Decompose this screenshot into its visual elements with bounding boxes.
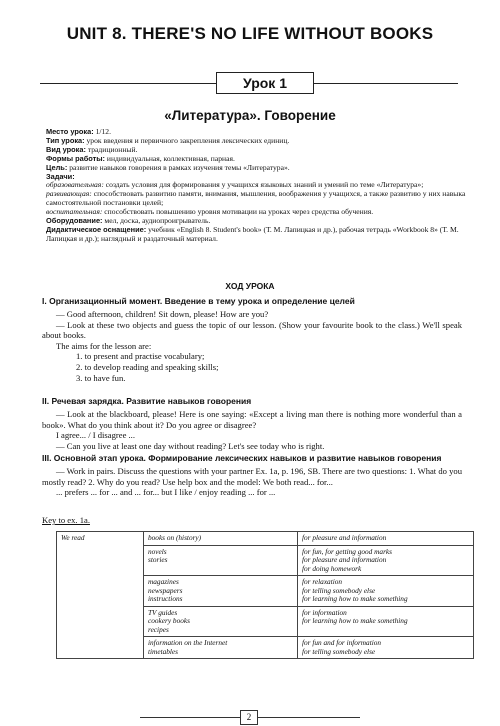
s2-saying: — Look at the blackboard, please! Here is one saying: «Except a living man there is nothing more wonderful than a book». What do you think about it? Do you agree or disagree? [42,409,462,430]
meta-tasks-label: Задачи: [46,171,75,181]
key-table-item: magazines [148,577,179,586]
meta-forms-label: Формы работы: [46,153,105,163]
meta-task1-value: создать условия для формирования у учащихся языковых знаний и умений по теме «Литература»; [103,180,424,190]
key-table-item: stories [148,555,168,564]
key-table-item: recipes [148,624,169,634]
key-label: Key to ex. 1a. [42,515,90,525]
lesson-subtitle: «Литература». Говорение [164,108,336,123]
meta-task3-value: способствовать повышению уровня мотивации на уроках через средства обучения. [102,207,374,217]
meta-task2-value: способствовать развитию памяти, внимания, мышления, воображения у учащихся, а также развитию у них навыка самостоятельной постановки целей; [46,189,466,208]
meta-task1-label: образовательная: [46,180,104,190]
lesson-meta [46,128,466,244]
key-table-item-cell [144,606,298,637]
meta-place-value: 1/12. [93,127,111,136]
meta-didactic [46,226,466,244]
s1-greeting: — Good afternoon, children! Sit down, please! How are you? [56,309,269,319]
section-1-body [42,309,462,383]
key-table-item: cookery books [148,616,190,625]
section-3-body [42,466,462,498]
section-2-title: II. Речевая зарядка. Развитие навыков говорения [42,396,252,406]
key-table [56,531,474,659]
meta-equip-value: мел, доска, аудиопроигрыватель. [102,216,211,226]
meta-goal-label: Цель: [46,162,68,172]
key-table-item: timetables [148,646,178,656]
key-table-purpose: for relaxation [302,577,343,586]
key-table-purpose: for pleasure and information [302,533,387,542]
meta-place-label: Место урока: [46,127,94,136]
key-table-purpose-cell [298,606,474,637]
s3-pairs: — Work in pairs. Discuss the questions with your partner Ex. 1a, p. 196, SB. There are two questions: 1. What do you mostly read? 2. Why do you read? Use help box and the model: We both read... for... [42,466,462,487]
s1-topic: — Look at these two objects and guess the topic of our lesson. (Show your favourite book to the class.) We'll speak about books. [42,319,462,341]
meta-task2-label: развивающая: [46,189,92,199]
key-table-we-read: We read [57,532,144,659]
key-table-item: information on the Internet [148,638,228,647]
key-table-item: books on (history) [148,533,202,542]
lesson-label: Урок 1 [216,72,314,94]
meta-forms-value: индивидуальная, коллективная, парная. [104,153,235,163]
s1-aim-2: 2. to develop reading and speaking skills; [76,361,219,372]
meta-task3-label: воспитательная: [46,207,103,217]
key-table-item: novels [148,546,167,556]
unit-title: UNIT 8. THERE'S NO LIFE WITHOUT BOOKS [66,24,434,43]
key-table-item-cell [144,545,298,576]
meta-type-label: Тип урока: [46,135,85,145]
lesson-plan-heading: ХОД УРОКА [225,281,275,291]
key-table-purpose-cell [298,637,474,659]
table-row [57,532,474,546]
s2-question: — Can you live at least one day without reading? Let's see today who is right. [56,440,325,451]
page-number-footer [0,710,500,724]
key-table-purpose-cell [298,576,474,607]
meta-didactic-label: Дидактическое оснащение: [46,224,147,234]
meta-type-value: урок введения и первичного закрепления лексических единиц. [84,135,290,145]
section-1-title: I. Организационный момент. Введение в тему урока и определение целей [42,296,355,306]
key-table-purpose: for doing homework [302,563,362,573]
s2-agree: I agree... / I disagree ... [56,430,135,441]
key-table-purpose: for learning how to make something [302,594,408,603]
key-table-purpose: for fun, for getting good marks [302,546,392,556]
meta-task-developing [46,190,466,208]
key-table-item: newspapers [148,585,183,595]
key-table-item-cell [144,532,298,546]
key-table-purpose-cell [298,545,474,576]
key-table-item: TV guides [148,607,178,617]
key-table-purpose: for fun and for information [302,638,382,647]
key-table-item-cell [144,576,298,607]
key-table-purpose: for information [302,607,347,617]
key-table-purpose: for telling somebody else [302,585,376,595]
s1-aim-1: 1. to present and practise vocabulary; [76,351,205,362]
page-number: 2 [240,710,258,725]
s1-aims: The aims for the lesson are: [56,340,152,351]
meta-didactic-value: учебник «English 8. Student's book» (Т. М. Лапицкая и др.), рабочая тетрадь «Workbook 8» (Т. М. Лапицкая и др.); наглядный и раздаточный материал. [46,224,459,243]
meta-equip-label: Оборудование: [46,216,103,226]
key-table-item: instructions [148,594,183,603]
lesson-header [40,72,458,94]
meta-goal-value: развитие навыков говорения в рамках изучения темы «Литература». [67,162,290,172]
key-table-purpose: for pleasure and information [302,555,387,564]
key-table-purpose-cell [298,532,474,546]
meta-goal [46,164,466,173]
section-3-title: III. Основной этап урока. Формирование лексических навыков и развитие навыков говорения [42,453,442,463]
key-table-purpose: for learning how to make something [302,616,408,625]
key-table-purpose: for telling somebody else [302,646,376,656]
meta-kind-value: традиционный. [85,144,138,154]
key-table-item-cell [144,637,298,659]
section-2-body [42,409,462,451]
s3-model: ... prefers ... for ... and ... for... but I like / enjoy reading ... for ... [56,487,276,498]
meta-kind-label: Вид урока: [46,144,86,154]
s1-aim-3: 3. to have fun. [76,372,126,383]
